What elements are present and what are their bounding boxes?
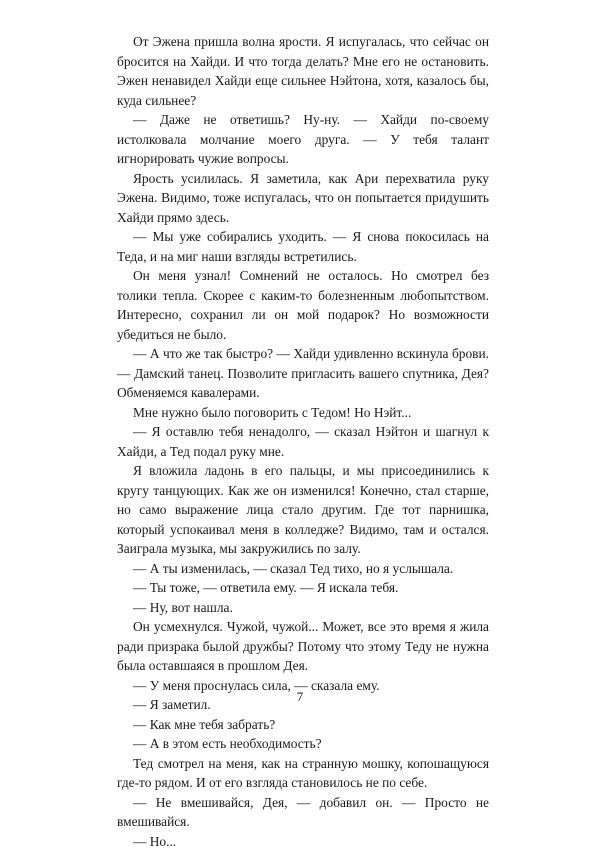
- paragraph: — Ну, вот нашла.: [117, 598, 489, 618]
- paragraph: Ярость усилилась. Я заметила, как Ари перехватила руку Эжена. Видимо, тоже испугалась, что он попытается придушить Хайди прямо здесь.: [117, 169, 489, 228]
- body-text: [117, 32, 489, 851]
- paragraph: Тед смотрел на меня, как на странную мошку, копошащуюся где-то рядом. И от его взгляда становилось не по себе.: [117, 754, 489, 793]
- paragraph: — А что же так быстро? — Хайди удивленно вскинула брови. — Дамский танец. Позволите пригласить вашего спутника, Дея? Обменяемся кавалерами.: [117, 344, 489, 403]
- paragraph: — Даже не ответишь? Ну-ну. — Хайди по-своему истолковала молчание моего друга. — У тебя талант игнорировать чужие вопросы.: [117, 110, 489, 169]
- paragraph: От Эжена пришла волна ярости. Я испугалась, что сейчас он бросится на Хайди. И что тогда делать? Мне его не остановить. Эжен ненавидел Хайди еще сильнее Нэйтона, хотя, казалось бы, куда сильнее?: [117, 32, 489, 110]
- paragraph: — Как мне тебя забрать?: [117, 715, 489, 735]
- paragraph: — У меня проснулась сила, — сказала ему.: [117, 676, 489, 696]
- paragraph: — А в этом есть необходимость?: [117, 734, 489, 754]
- paragraph: — Ты тоже, — ответила ему. — Я искала тебя.: [117, 578, 489, 598]
- page-number: 7: [0, 689, 600, 705]
- paragraph: — А ты изменилась, — сказал Тед тихо, но я услышала.: [117, 559, 489, 579]
- paragraph: — Не вмешивайся, Дея, — добавил он. — Просто не вмешивайся.: [117, 793, 489, 832]
- paragraph: Он усмехнулся. Чужой, чужой... Может, все это время я жила ради призрака былой дружбы? Потому что этому Теду не нужна была оставшаяся в прошлом Дея.: [117, 617, 489, 676]
- paragraph: — Мы уже собирались уходить. — Я снова покосилась на Теда, и на миг наши взгляды встретились.: [117, 227, 489, 266]
- paragraph: — Я заметил.: [117, 695, 489, 715]
- paragraph: — Я оставлю тебя ненадолго, — сказал Нэйтон и шагнул к Хайди, а Тед подал руку мне.: [117, 422, 489, 461]
- paragraph: — Но...: [117, 832, 489, 851]
- paragraph: Я вложила ладонь в его пальцы, и мы присоединились к кругу танцующих. Как же он изменился! Конечно, стал старше, но само выражение лица стало другим. Где тот парнишка, который успокаивал меня в колледже? Видимо, там и остался. Заиграла музыка, мы закружились по залу.: [117, 461, 489, 559]
- paragraph: Он меня узнал! Сомнений не осталось. Но смотрел без толики тепла. Скорее с каким-то болезненным любопытством. Интересно, сохранил ли он мой подарок? Но возможности убедиться не было.: [117, 266, 489, 344]
- paragraph: Мне нужно было поговорить с Тедом! Но Нэйт...: [117, 403, 489, 423]
